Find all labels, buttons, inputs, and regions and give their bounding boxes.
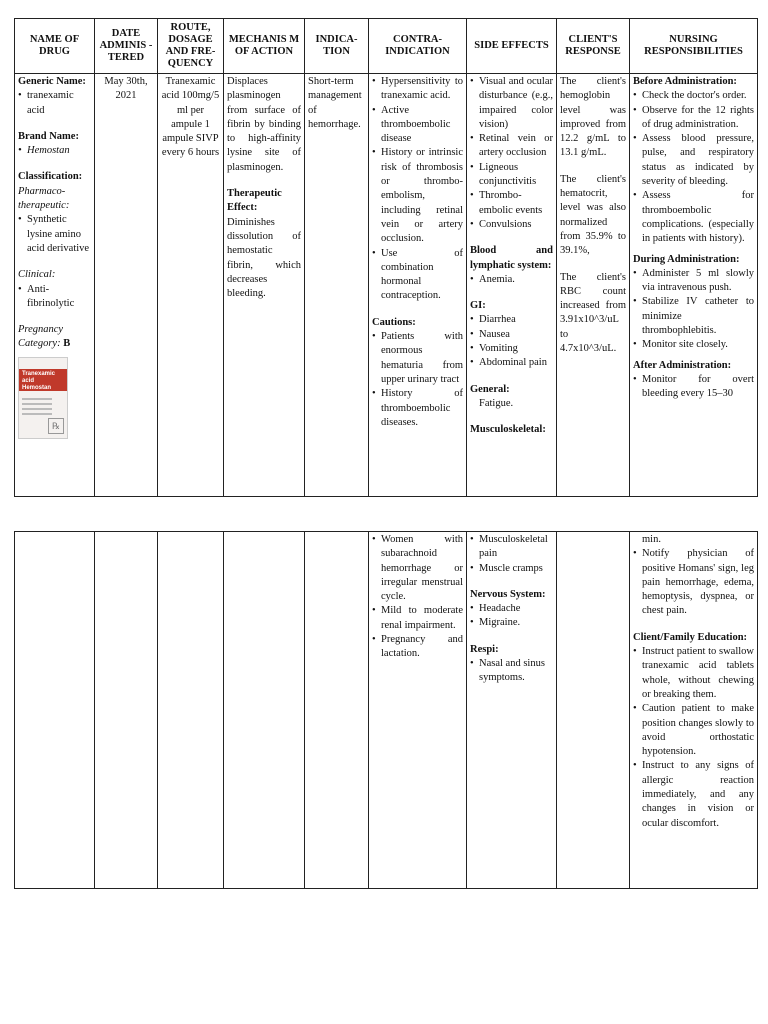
side-effect-item: • Diarrhea — [479, 313, 553, 327]
side-effect-item: • Abdominal pain — [479, 356, 553, 370]
header-indication: INDICA-TION — [305, 19, 369, 74]
nursing-item: • Instruct to any signs of allergic reaction immediately, and any changes in vision or ocular discomfort. — [642, 759, 754, 830]
pharmaco-therapeutic-label: Pharmaco-therapeutic: — [18, 185, 70, 212]
pharmaco-therapeutic-class: • Synthetic lysine amino acid derivative — [27, 213, 91, 256]
nursing-item: • Monitor for overt bleeding every 15–30 — [642, 373, 754, 402]
nursing-item: • Monitor site closely. — [642, 338, 754, 352]
brand-name: • Hemostan — [27, 144, 91, 158]
during-administration-label: During Administration: — [633, 253, 740, 265]
nursing-cell — [630, 74, 758, 497]
clinical-label: Clinical: — [18, 269, 56, 281]
side-effect-item: • Nausea — [479, 328, 553, 342]
date-cell-cont — [95, 532, 158, 889]
side-effect-item: • Ligneous conjunctivitis — [479, 161, 553, 190]
caution-item: • Women with subarachnoid hemorrhage or irregular menstrual cycle. — [381, 533, 463, 604]
mechanism-cell-cont — [224, 532, 305, 889]
generic-name-label: Generic Name: — [18, 76, 86, 87]
header-contraindication: CONTRA-INDICATION — [369, 19, 467, 74]
nursing-item: • Assess for thromboembolic complications. (especially in patients with history). — [642, 189, 754, 246]
gi-label: GI: — [470, 300, 486, 312]
musculoskeletal-label: Musculoskeletal: — [470, 424, 546, 436]
response-hemoglobin: The client's hemoglobin level was improved from 12.2 g/mL to 13.1 g/mL. — [560, 76, 626, 159]
generic-name: • tranexamic acid — [27, 89, 91, 118]
general-text: Fatigue. — [479, 397, 514, 409]
contraindication-item: • History or intrinsic risk of thrombosis or thrombo-embolism, including retinal vein or artery occlusion. — [381, 146, 463, 246]
nursing-item: • Administer 5 ml slowly via intravenous push. — [642, 267, 754, 296]
blood-system-label: Blood and lymphatic system: — [470, 245, 553, 271]
drug-box-image — [18, 357, 68, 439]
side-effects-cell-cont — [467, 532, 557, 889]
clinical-class: • Anti-fibrinolytic — [27, 283, 91, 312]
cautions-label: Cautions: — [372, 316, 416, 328]
clients-response-cell-cont — [557, 532, 630, 889]
therapeutic-effect-text: Diminishes dissolution of hemostatic fibrin, which decreases bleeding. — [227, 216, 301, 300]
contraindication-cell-cont — [369, 532, 467, 889]
header-route-dosage: ROUTE, DOSAGE AND FRE-QUENCY — [158, 19, 224, 74]
side-effect-item: • Musculoskeletal pain — [479, 533, 553, 562]
side-effect-item: • Thrombo-embolic events — [479, 189, 553, 218]
caution-item: • Pregnancy and lactation. — [381, 633, 463, 662]
drug-row-continued — [15, 532, 758, 889]
contraindication-item: • Hypersensitivity to tranexamic acid. — [381, 75, 463, 104]
nursing-item: • Assess blood pressure, pulse, and respiratory status as indicated by severity of bleeding. — [642, 132, 754, 189]
nursing-item: • Stabilize IV catheter to minimize thrombophlebitis. — [642, 295, 754, 338]
route-dosage-cell-cont — [158, 532, 224, 889]
mechanism-text: Displaces plasminogen from surface of fibrin by binding to high-affinity lysine site of plasminogen. — [227, 76, 301, 173]
brand-name-label: Brand Name: — [18, 130, 79, 142]
nursing-item-continued: min. — [642, 534, 661, 545]
caution-item: • Mild to moderate renal impairment. — [381, 604, 463, 633]
header-name-of-drug: NAME OF DRUG — [15, 19, 95, 74]
nursing-item: • Notify physician of positive Homans' sign, leg pain hemorrhage, edema, hemoptysis, dyspnea, or chest pain. — [642, 547, 754, 618]
nursing-item: • Instruct patient to swallow tranexamic acid tablets whole, without chewing or breaking them. — [642, 645, 754, 702]
nursing-item: • Check the doctor's order. — [642, 89, 754, 103]
contraindication-cell — [369, 74, 467, 497]
client-family-education-label: Client/Family Education: — [633, 631, 748, 643]
contraindication-item: • Use of combination hormonal contraception. — [381, 247, 463, 304]
rx-logo-icon: ℞ — [48, 418, 64, 434]
drug-study-table-page2 — [14, 531, 758, 889]
route-dosage-cell: Tranexamic acid 100mg/5 ml per ampule 1 ampule SIVP every 6 hours — [158, 74, 224, 497]
side-effect-item: • Retinal vein or artery occlusion — [479, 132, 553, 161]
nursing-item: • Observe for the 12 rights of drug administration. — [642, 104, 754, 133]
nursing-item: • Caution patient to make position changes slowly to avoid orthostatic hypotension. — [642, 702, 754, 759]
drug-row — [15, 74, 758, 497]
therapeutic-effect-label: Therapeutic Effect: — [227, 188, 282, 214]
header-row — [15, 19, 758, 74]
side-effect-item: • Muscle cramps — [479, 562, 553, 576]
name-of-drug-cell-cont — [15, 532, 95, 889]
header-date-administered: DATE ADMINIS -TERED — [95, 19, 158, 74]
classification-label: Classification: — [18, 171, 83, 183]
response-hematocrit: The client's hematocrit, level was also normalized from 35.9% to 39.1%, — [560, 173, 626, 257]
header-side-effects: SIDE EFFECTS — [467, 19, 557, 74]
side-effect-item: • Visual and ocular disturbance (e.g., impaired color vision) — [479, 75, 553, 132]
clients-response-cell — [557, 74, 630, 497]
side-effect-item: • Convulsions — [479, 218, 553, 232]
header-nursing-responsibilities: NURSING RESPONSIBILITIES — [630, 19, 758, 74]
nervous-system-label: Nervous System: — [470, 588, 546, 600]
response-rbc: The client's RBC count increased from 3.91x10^3/uL to 4.7x10^3/uL. — [560, 271, 626, 355]
after-administration-label: After Administration: — [633, 359, 732, 371]
header-clients-response: CLIENT'S RESPONSE — [557, 19, 630, 74]
caution-item: • History of thromboembolic diseases. — [381, 387, 463, 430]
header-mechanism: MECHANIS M OF ACTION — [224, 19, 305, 74]
side-effect-item: • Vomiting — [479, 342, 553, 356]
drug-box-label-2: Hemostan — [22, 384, 52, 391]
caution-item: • Patients with enormous hematuria from upper urinary tract — [381, 330, 463, 387]
indication-cell: Short-term management of hemorrhage. — [305, 74, 369, 497]
before-administration-label: Before Administration: — [633, 76, 737, 87]
drug-study-table-page1 — [14, 18, 758, 497]
indication-cell-cont — [305, 532, 369, 889]
date-cell: May 30th, 2021 — [95, 74, 158, 497]
side-effect-item: • Headache — [479, 602, 553, 616]
side-effect-item: • Nasal and sinus symptoms. — [479, 657, 553, 686]
side-effects-cell — [467, 74, 557, 497]
general-label: General: — [470, 383, 510, 395]
pregnancy-category: Pregnancy Category: B — [18, 324, 71, 350]
drug-box-label-1: Tranexamic acid — [22, 370, 56, 384]
respi-label: Respi: — [470, 643, 499, 655]
mechanism-cell — [224, 74, 305, 497]
nursing-cell-cont — [630, 532, 758, 889]
contraindication-item: • Active thromboembolic disease — [381, 104, 463, 147]
side-effect-item: • Migraine. — [479, 616, 553, 630]
name-of-drug-cell — [15, 74, 95, 497]
side-effect-item: • Anemia. — [479, 273, 553, 287]
